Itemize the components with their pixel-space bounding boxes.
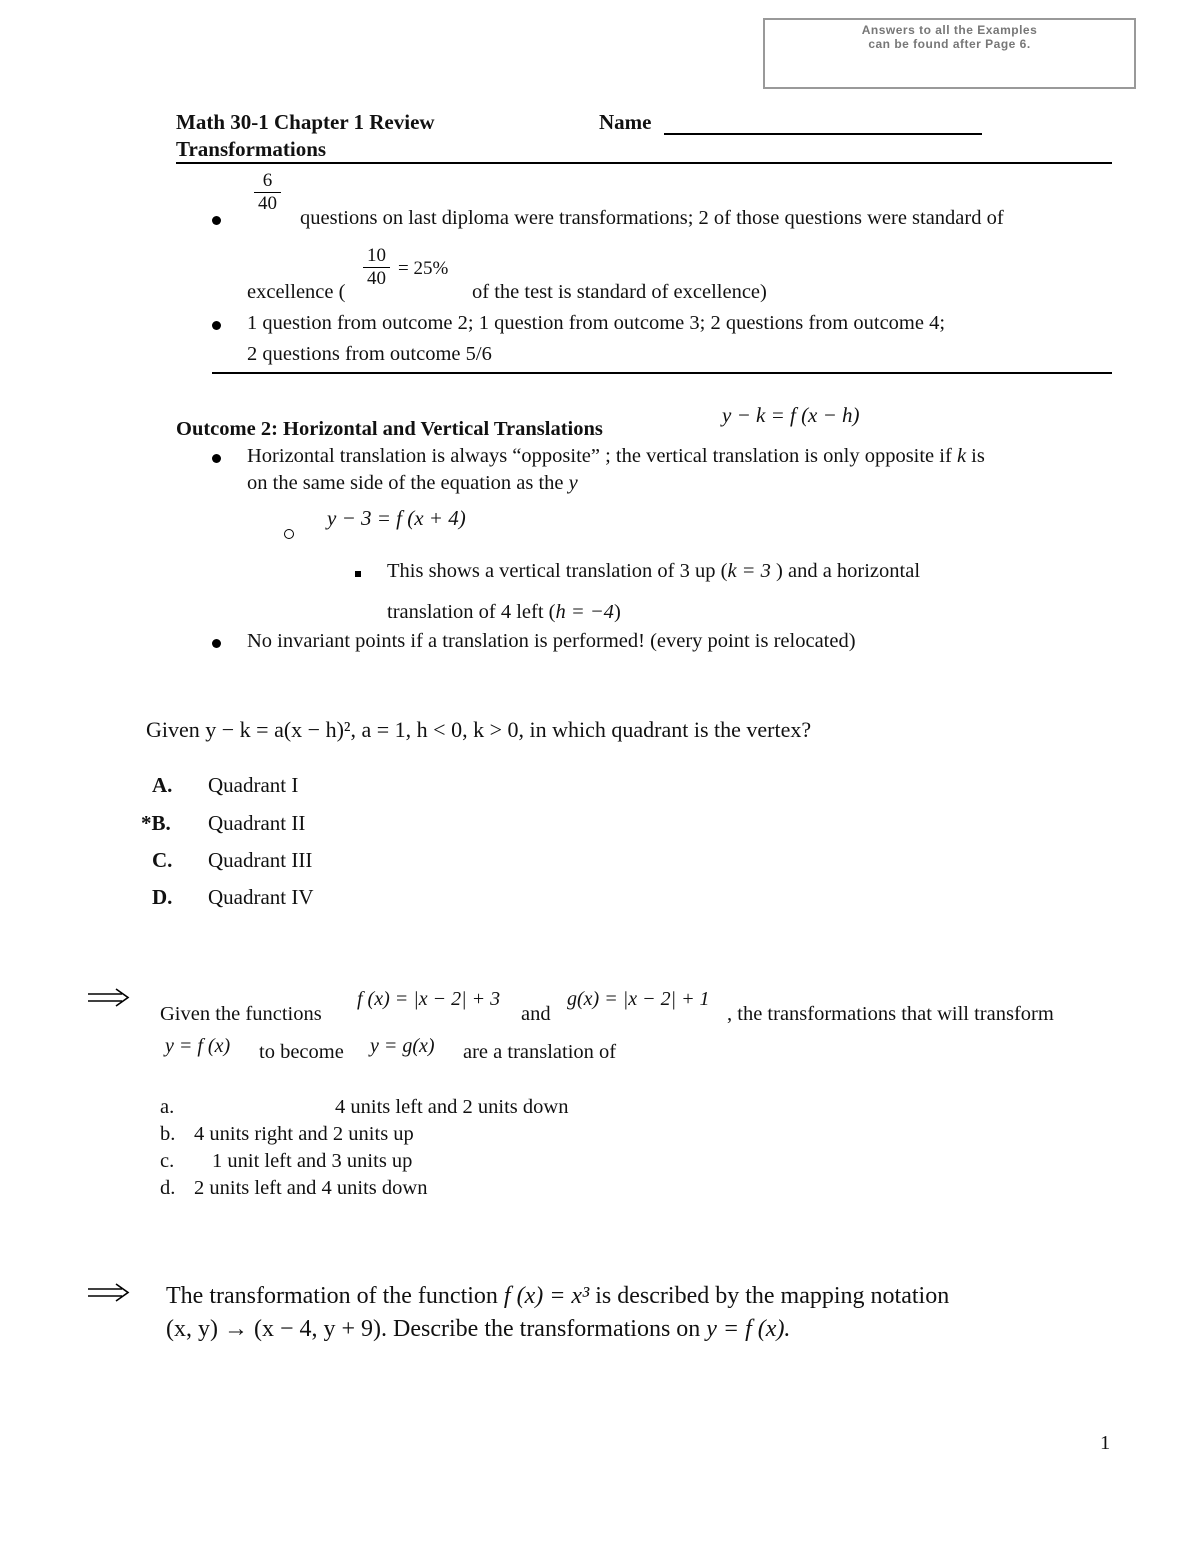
- document-subtitle: Transformations: [176, 137, 327, 161]
- double-arrow-icon: [86, 1282, 130, 1304]
- name-label: Name: [599, 110, 652, 134]
- header-rule: [176, 162, 1112, 164]
- text-segment: is: [966, 445, 985, 467]
- bullet-dot: [212, 216, 221, 225]
- question-1-option-c-text[interactable]: Quadrant III: [208, 848, 313, 872]
- double-arrow-icon: [86, 987, 130, 1009]
- question-1-option-d-letter: D.: [152, 885, 173, 909]
- question-2-and: and: [521, 1003, 551, 1025]
- y-equals-f: y = f (x).: [706, 1316, 791, 1342]
- outcome-2-heading: Outcome 2: Horizontal and Vertical Translations: [176, 418, 603, 440]
- name-field-line[interactable]: [664, 133, 982, 135]
- question-2-tail: , the transformations that will transform: [727, 1003, 1054, 1025]
- question-2-option-c-letter: c.: [160, 1150, 175, 1172]
- fraction-numerator: 6: [254, 170, 281, 193]
- question-1-option-a-text[interactable]: Quadrant I: [208, 773, 299, 797]
- fraction-denominator: 40: [258, 193, 277, 214]
- excellence-prefix: excellence (: [247, 281, 346, 303]
- question-2-option-d-text[interactable]: 2 units left and 4 units down: [194, 1177, 428, 1199]
- outcome-2-bullet-1-line-1: [247, 445, 985, 468]
- sub-sub-bullet-square: [355, 571, 361, 577]
- question-2-option-b-text[interactable]: 4 units right and 2 units up: [194, 1123, 414, 1145]
- question-2-option-a-text[interactable]: 4 units left and 2 units down: [335, 1096, 569, 1118]
- intro-bullet-2-line-1: 1 question from outcome 2; 1 question from outcome 3; 2 questions from outcome 4;: [247, 312, 946, 334]
- text-segment: ) and a horizontal: [770, 560, 921, 582]
- outcome-2-bullet-1-line-2: [247, 472, 578, 495]
- text-segment: (x, y) → (x − 4, y + 9). Describe the transformations on: [166, 1316, 707, 1342]
- question-2-option-b-letter: b.: [160, 1123, 176, 1145]
- question-2-to-become: to become: [259, 1041, 344, 1063]
- bullet-dot: [212, 321, 221, 330]
- percent-equals: = 25%: [398, 258, 449, 279]
- y-equals-g: y = g(x): [370, 1035, 435, 1057]
- bullet-dot: [212, 639, 221, 648]
- fraction-ten-fortieths: [363, 245, 390, 290]
- example-explanation-line-1: [387, 560, 920, 583]
- intro-bullet-2-line-2: 2 questions from outcome 5/6: [247, 343, 492, 365]
- fraction-numerator: 10: [363, 245, 390, 268]
- text-segment: Horizontal translation is always “opposite” ; the vertical translation is only opposite if: [247, 445, 957, 467]
- k-value: k = 3: [727, 560, 771, 582]
- example-formula: y − 3 = f (x + 4): [327, 506, 466, 530]
- notice-line-1: Answers to all the Examples: [861, 23, 1038, 37]
- answers-notice-box: [763, 18, 1136, 89]
- text-segment: The transformation of the function: [166, 1283, 504, 1309]
- function-cubic: f (x) = x³: [503, 1283, 590, 1309]
- text-segment: This shows a vertical translation of 3 up (: [387, 560, 728, 582]
- document-title: Math 30-1 Chapter 1 Review: [176, 110, 435, 134]
- question-3-line-2: [166, 1316, 790, 1343]
- question-3-line-1: [166, 1283, 949, 1310]
- text-segment: ): [613, 601, 621, 623]
- question-1-stem: Given y − k = a(x − h)², a = 1, h < 0, k > 0, in which quadrant is the vertex?: [146, 717, 812, 742]
- text-segment: on the same side of the equation as the: [247, 472, 569, 494]
- notice-line-2: can be found after Page 6.: [868, 37, 1031, 51]
- question-2-given: Given the functions: [160, 1003, 322, 1025]
- excellence-suffix: of the test is standard of excellence): [472, 281, 767, 303]
- outcome-2-bullet-2: No invariant points if a translation is performed! (every point is relocated): [247, 630, 856, 652]
- function-g-definition: g(x) = |x − 2| + 1: [567, 988, 710, 1010]
- translation-formula: y − k = f (x − h): [722, 403, 860, 427]
- intro-rule: [212, 372, 1112, 374]
- example-explanation-line-2: [387, 601, 621, 624]
- text-segment: is described by the mapping notation: [589, 1283, 950, 1309]
- variable-k: k: [956, 445, 967, 467]
- question-1-option-d-text[interactable]: Quadrant IV: [208, 885, 314, 909]
- question-1-option-c-letter: C.: [152, 848, 173, 872]
- h-value: h = −4: [555, 601, 614, 623]
- question-1-option-b-text[interactable]: Quadrant II: [208, 811, 306, 835]
- fraction-six-fortieths: [254, 170, 281, 215]
- fraction-denominator: 40: [367, 268, 386, 289]
- question-2-are: are a translation of: [463, 1041, 617, 1063]
- question-2-option-c-text[interactable]: 1 unit left and 3 units up: [212, 1150, 413, 1172]
- question-1-option-a-letter: A.: [152, 773, 173, 797]
- intro-bullet-1-text: questions on last diploma were transformations; 2 of those questions were standard of: [300, 207, 1004, 229]
- question-2-option-d-letter: d.: [160, 1177, 176, 1199]
- sub-bullet-circle: [284, 529, 294, 539]
- y-equals-f: y = f (x): [165, 1035, 231, 1057]
- page-number: 1: [1100, 1432, 1111, 1454]
- question-2-option-a-letter: a.: [160, 1096, 175, 1118]
- variable-y: y: [568, 472, 578, 494]
- question-1-option-b-letter: *B.: [141, 811, 171, 835]
- function-f-definition: f (x) = |x − 2| + 3: [357, 988, 501, 1010]
- text-segment: translation of 4 left (: [387, 601, 556, 623]
- bullet-dot: [212, 454, 221, 463]
